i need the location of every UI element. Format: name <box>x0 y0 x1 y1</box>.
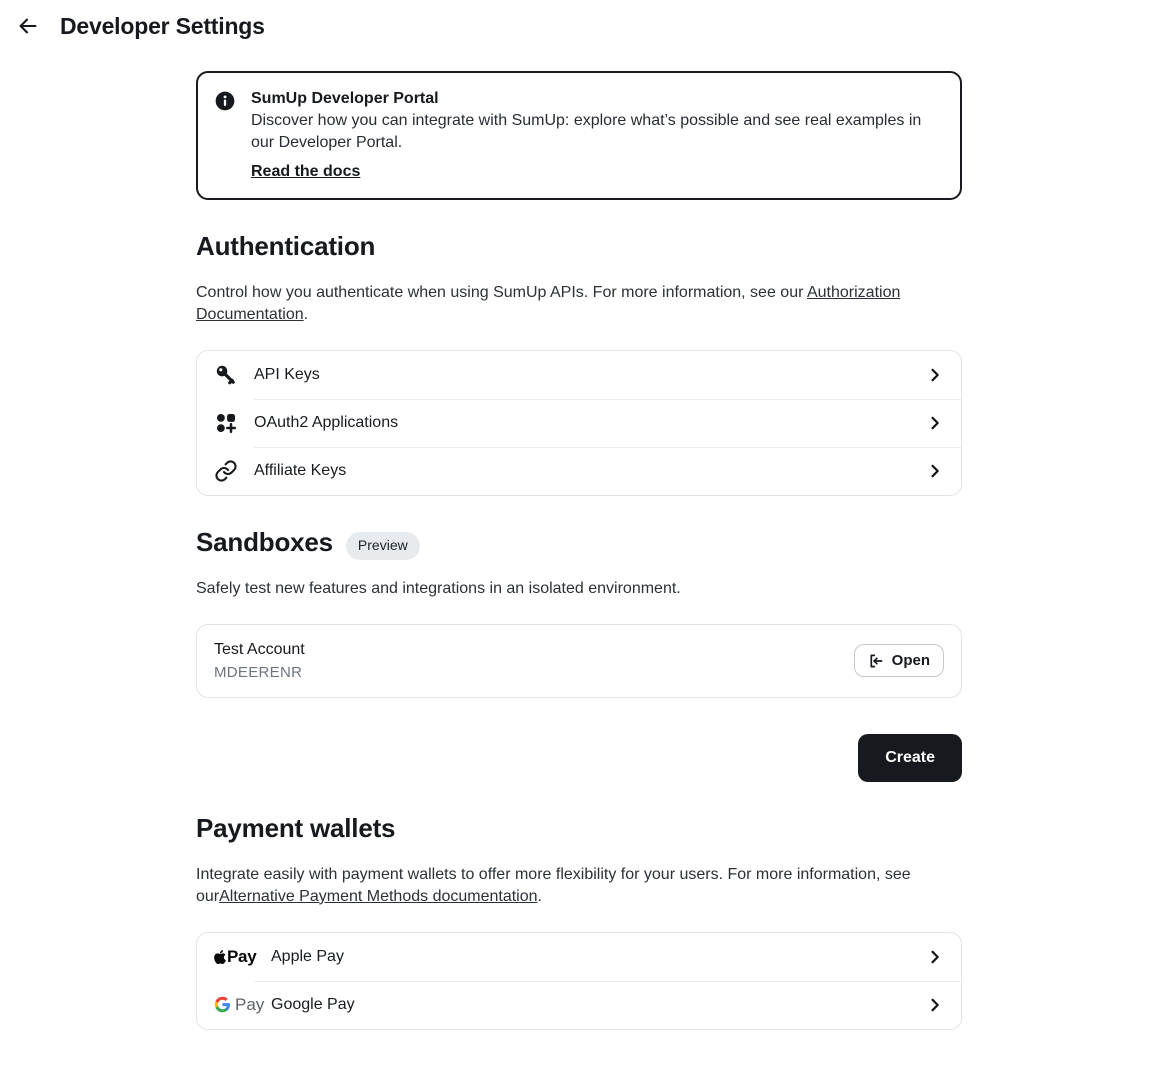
payment-wallets-description-text: Integrate easily with payment wallets to offer more flexibility for your users. For more information, see our <box>196 865 911 905</box>
authentication-description <box>196 282 962 326</box>
list-item-apple-pay[interactable] <box>197 933 961 981</box>
arrow-left-icon <box>16 14 40 38</box>
back-button[interactable] <box>15 13 41 39</box>
create-sandbox-button[interactable]: Create <box>858 734 962 782</box>
sandboxes-section-title: Sandboxes <box>196 526 333 557</box>
callout-title: SumUp Developer Portal <box>251 90 439 107</box>
open-button-label: Open <box>891 652 930 670</box>
list-item-label: API Keys <box>254 365 320 383</box>
authorization-documentation-link[interactable]: Authorization Documentation <box>196 283 901 323</box>
apple-icon <box>214 949 226 965</box>
list-item-label: Google Pay <box>271 995 355 1013</box>
apple-pay-logo <box>214 947 255 967</box>
list-item-affiliate-keys[interactable] <box>197 447 961 495</box>
authentication-section-title: Authentication <box>196 231 376 261</box>
sandbox-account-card <box>196 624 962 698</box>
developer-portal-callout <box>196 71 962 200</box>
page-header <box>0 0 1162 52</box>
info-icon <box>214 90 236 112</box>
payment-wallets-list-card <box>196 932 962 1030</box>
list-item-label: Apple Pay <box>271 947 344 965</box>
sandboxes-section-header <box>196 528 962 558</box>
google-pay-logo <box>214 994 265 1015</box>
list-item-oauth2-applications[interactable] <box>197 399 961 447</box>
authentication-list-card <box>196 350 962 496</box>
apple-pay-logo-text: Pay <box>227 946 257 966</box>
sandboxes-description: Safely test new features and integrations in an isolated environment. <box>196 579 681 597</box>
chevron-right-icon <box>926 366 944 384</box>
list-item-google-pay[interactable] <box>197 981 961 1029</box>
callout-content <box>251 88 944 181</box>
preview-badge: Preview <box>346 532 420 561</box>
main-content <box>196 71 962 1030</box>
alternative-payment-methods-link[interactable]: Alternative Payment Methods documentation <box>219 887 538 905</box>
chevron-right-icon <box>926 948 944 966</box>
open-sandbox-button[interactable] <box>854 644 944 677</box>
sandbox-account-info <box>214 641 305 681</box>
payment-wallets-description <box>196 864 962 908</box>
list-item-label: Affiliate Keys <box>254 461 347 479</box>
page-title: Developer Settings <box>60 12 265 39</box>
google-pay-logo-text: Pay <box>235 994 265 1014</box>
oauth2-apps-icon <box>214 411 238 435</box>
google-g-icon <box>214 996 231 1013</box>
sandbox-account-name: Test Account <box>214 640 305 658</box>
create-button-row <box>196 734 962 782</box>
chevron-right-icon <box>926 414 944 432</box>
list-item-label: OAuth2 Applications <box>254 413 399 431</box>
chevron-right-icon <box>926 996 944 1014</box>
sandbox-account-id: MDEERENR <box>214 663 303 681</box>
chevron-right-icon <box>926 462 944 480</box>
payment-wallets-description-suffix: . <box>537 887 542 905</box>
chain-link-icon <box>214 459 238 483</box>
callout-body: Discover how you can integrate with SumUp: explore what’s possible and see real examples in our Developer Portal. <box>251 112 922 151</box>
key-icon <box>214 363 238 387</box>
read-the-docs-link[interactable]: Read the docs <box>251 163 361 180</box>
authentication-description-suffix: . <box>303 305 309 323</box>
list-item-api-keys[interactable] <box>197 351 961 399</box>
enter-icon <box>868 653 884 669</box>
payment-wallets-section-title: Payment wallets <box>196 812 396 843</box>
authentication-description-text: Control how you authenticate when using SumUp APIs. For more information, see our <box>196 283 807 301</box>
